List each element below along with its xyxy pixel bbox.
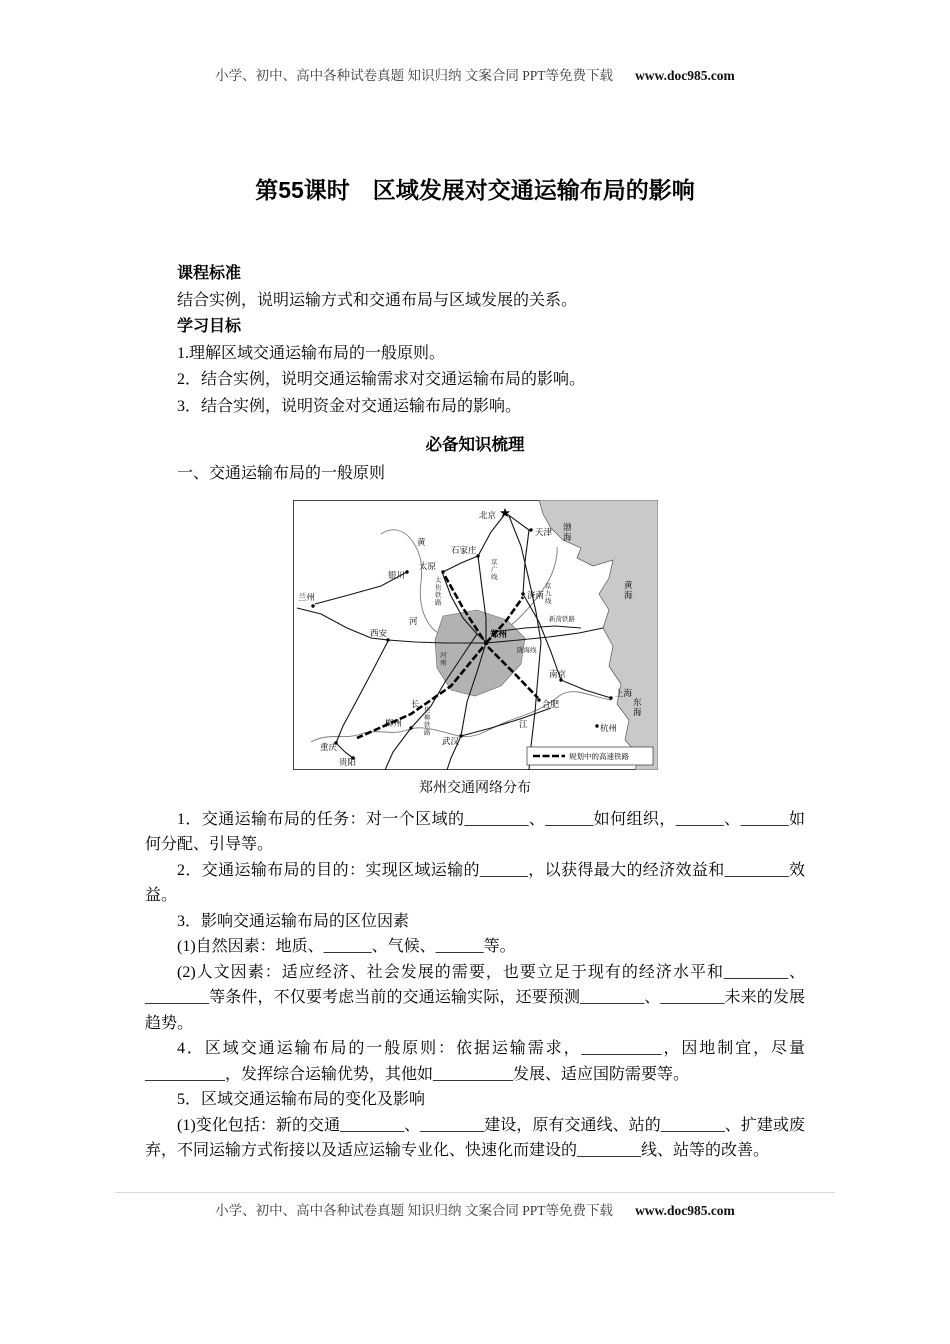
page-title: 第55课时 区域发展对交通运输布局的影响 — [255, 177, 695, 203]
map-label: 兰州 — [297, 591, 315, 602]
map-label: 济南 — [526, 589, 544, 600]
map-caption: 郑州交通网络分布 — [419, 780, 531, 796]
map-label: 江 — [518, 718, 528, 729]
map-label: 武汉 — [441, 735, 459, 746]
para-changes-detail: (1)变化包括：新的交通________、________建设，原有交通线、站的________、扩建或废弃，不同运输方式衔接以及适应运输专业化、快速化而建设的________线、站等的改善。 — [145, 1116, 805, 1159]
knowledge-content — [145, 807, 805, 1164]
map-label: 合肥 — [541, 698, 559, 709]
city-dot — [595, 724, 598, 727]
city-dot — [609, 696, 612, 699]
city-dot — [476, 554, 479, 557]
page-footer — [0, 1192, 950, 1219]
curriculum-standard-heading: 课程标准 — [177, 265, 242, 282]
map-label: 黄 — [416, 536, 426, 547]
city-dot-zhengzhou — [483, 640, 488, 645]
map-label: 杭州 — [599, 722, 617, 733]
map-label: 重庆 — [319, 741, 337, 752]
map-label: 天津 — [534, 526, 552, 537]
map-label: 陇海线 — [516, 646, 536, 654]
footer-links-text: 小学、初中、高中各种试卷真题 知识归纳 文案合同 PPT等免费下载 — [215, 1203, 614, 1218]
city-dot — [405, 570, 408, 573]
footer-divider — [115, 1192, 835, 1193]
objective-item: 1.理解区域交通运输布局的一般原则。 — [177, 344, 446, 362]
map-label: 京广线 — [490, 558, 497, 581]
zhengzhou-transport-network-map — [293, 500, 658, 770]
map-label: 太焦铁路 — [434, 576, 441, 606]
curriculum-standard-text: 结合实例，说明运输方式和交通布局与区域发展的关系。 — [177, 291, 578, 309]
learning-objectives-heading: 学习目标 — [177, 318, 242, 335]
map-legend — [527, 747, 653, 765]
para-natural-factors: (1)自然因素：地质、______、气候、______等。 — [177, 938, 516, 955]
map-label: 黄海 — [623, 579, 633, 600]
map-label: 郑州 — [489, 628, 507, 639]
map-label: 太原 — [418, 560, 436, 571]
map-label: 贵阳 — [338, 756, 356, 767]
map-label: 西安 — [369, 627, 387, 638]
para-human-factors: (2)人文因素：适应经济、社会发展的需要，也要立足于现有的经济水平和________、________等条件，不仅要考虑当前的交通运输实际，还要预测________、________未来的发展趋势。 — [145, 963, 805, 1032]
map-label: 长 — [410, 698, 420, 709]
city-dot — [311, 604, 314, 607]
city-dot — [386, 638, 389, 641]
map-label: 南京 — [548, 668, 566, 679]
map-label: 银川 — [387, 569, 405, 580]
city-dot — [441, 570, 444, 573]
document-content — [145, 0, 805, 1164]
header-links-text: 小学、初中、高中各种试卷真题 知识归纳 文案合同 PPT等免费下载 — [215, 68, 614, 83]
para-purpose: 2．交通运输布局的目的：实现区域运输的______，以获得最大的经济效益和________效益。 — [145, 861, 805, 904]
map-label: 河 — [408, 615, 418, 626]
objective-item: 2．结合实例，说明交通运输需求对交通运输布局的影响。 — [177, 371, 586, 388]
map-label: 渤海 — [562, 521, 572, 542]
header-site-url: www.doc985.com — [635, 68, 735, 83]
legend-label: 规划中的高速铁路 — [568, 751, 629, 761]
para-factors-heading: 3．影响交通运输布局的区位因素 — [177, 912, 410, 930]
city-dot — [409, 726, 412, 729]
map-label: 新菏铁路 — [548, 615, 575, 623]
subsection-heading: 一、交通运输布局的一般原则 — [177, 465, 386, 482]
map-label: 上海 — [614, 687, 632, 698]
section-heading: 必备知识梳理 — [425, 436, 525, 454]
city-dot — [537, 698, 540, 701]
map-figure — [145, 500, 805, 799]
map-label: 焦柳铁路 — [423, 706, 430, 736]
map-label: 东海 — [632, 696, 642, 717]
objective-item: 3．结合实例，说明资金对交通运输布局的影响。 — [177, 397, 522, 415]
city-dot — [521, 592, 524, 595]
map-label: 京九线 — [544, 582, 551, 605]
para-task: 1．交通运输布局的任务：对一个区域的________、______如何组织，______、______如何分配、引导等。 — [145, 810, 805, 853]
para-general-principles: 4．区域交通运输布局的一般原则：依据运输需求，__________，因地制宜，尽量__________，发挥综合运输优势，其他如__________发展、适应国防需要等。 — [145, 1040, 805, 1083]
city-dot — [529, 528, 532, 531]
map-label: 河南 — [439, 651, 446, 666]
map-label: 北京 — [478, 509, 496, 520]
map-label: 柳州 — [384, 717, 402, 728]
map-label: 石家庄 — [450, 544, 477, 555]
para-changes-heading: 5．区域交通运输布局的变化及影响 — [177, 1091, 426, 1108]
city-dot — [459, 734, 462, 737]
footer-site-url: www.doc985.com — [635, 1203, 735, 1218]
